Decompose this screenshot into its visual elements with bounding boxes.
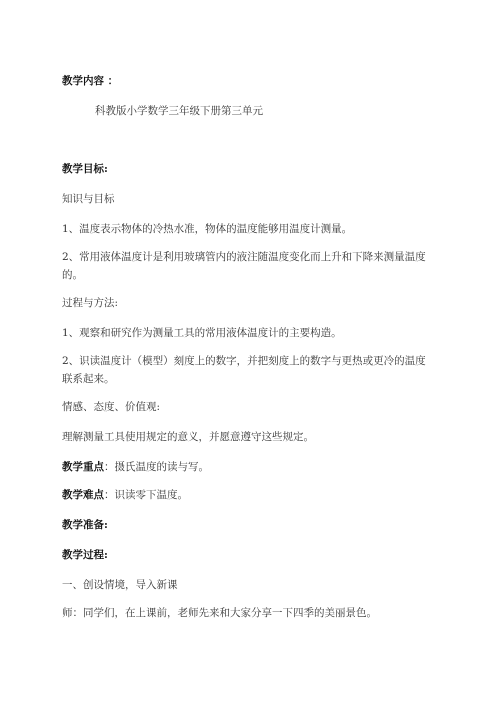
- difficulty-label: 教学难点: [62, 489, 104, 501]
- step-1-heading: 一、创设情境，导入新课: [62, 579, 178, 591]
- process-item-1: 1、观察和研究作为测量工具的常用液体温度计的主要构造。: [62, 327, 342, 339]
- difficulty-text: ：识读零下温度。: [104, 489, 188, 501]
- preparation-heading: 教学准备:: [62, 519, 108, 531]
- step-1-text: 师：同学们，在上课前，老师先来和大家分享一下四季的美丽景色。: [62, 607, 377, 619]
- difficulty: [62, 486, 442, 504]
- knowledge-heading: 知识与目标: [62, 193, 115, 205]
- teaching-content-text: 科教版小学数学三年级下册第三单元: [95, 105, 263, 117]
- process-main-heading: 教学过程:: [62, 549, 108, 561]
- process-item-2: 2、识读温度计（模型）刻度上的数字，并把刻度上的数字与更热或更冷的温度联系起来。: [62, 355, 426, 385]
- emotion-item-1: 理解测量工具使用规定的意义，并愿意遵守这些规定。: [62, 431, 314, 443]
- process-heading: 过程与方法:: [62, 297, 119, 309]
- key-point-text: ：摄氏温度的读与写。: [104, 461, 209, 473]
- knowledge-item-1: 1、温度表示物体的冷热水准，物体的温度能够用温度计测量。: [62, 223, 353, 235]
- teaching-content-heading: 教学内容 ：: [62, 75, 119, 87]
- key-point-label: 教学重点: [62, 461, 104, 473]
- knowledge-item-2: 2、常用液体温度计是利用玻璃管内的液注随温度变化而上升和下降来测量温度的。: [62, 251, 426, 281]
- emotion-heading: 情感、态度、价值观:: [62, 401, 161, 413]
- key-point: [62, 458, 442, 476]
- objectives-heading: 教学目标:: [62, 163, 108, 175]
